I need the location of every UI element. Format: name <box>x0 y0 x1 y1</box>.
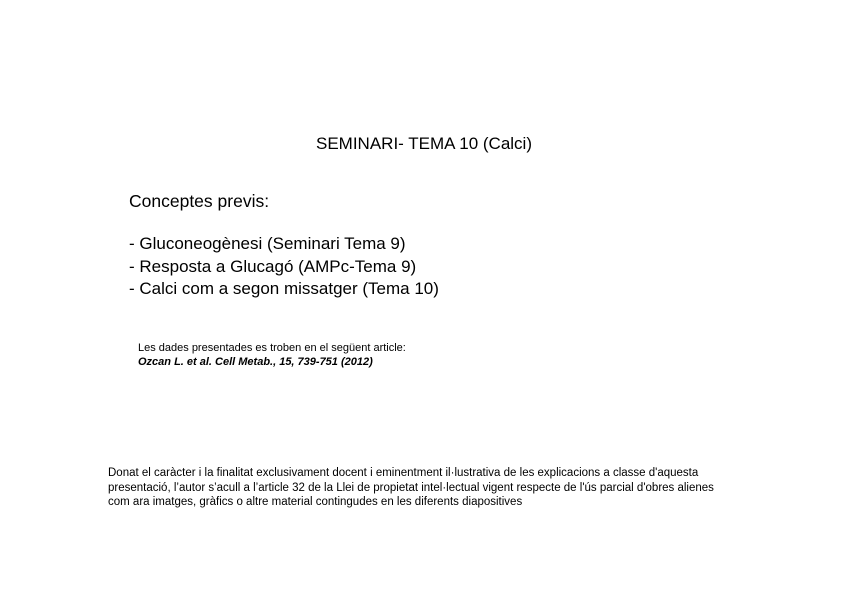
concepts-list <box>129 233 439 301</box>
article-intro: Les dades presentades es troben en el següent article: <box>138 342 406 354</box>
disclaimer-line: com ara imatges, gràfics o altre material contingudes en les diferents diapositives <box>108 496 523 508</box>
disclaimer-line: Donat el caràcter i la finalitat exclusivament docent i eminentment il·lustrativa de les explicacions a classe d'aquesta <box>108 467 699 479</box>
concepts-heading: Conceptes previs: <box>129 191 270 211</box>
disclaimer <box>108 466 768 510</box>
slide-title: SEMINARI- TEMA 10 (Calci) <box>315 134 532 153</box>
disclaimer-line: presentació, l’autor s’acull a l’article 32 de la Llei de propietat intel·lectual vigent respecte de l'ús parcial d'obres alienes <box>108 481 714 494</box>
article-reference: Ozcan L. et al. Cell Metab., 15, 739-751 (2012) <box>138 356 373 368</box>
concept-item: - Gluconeogènesi (Seminari Tema 9) <box>129 234 406 253</box>
concept-item: - Resposta a Glucagó (AMPc-Tema 9) <box>129 256 417 276</box>
concept-item: - Calci com a segon missatger (Tema 10) <box>129 279 439 298</box>
